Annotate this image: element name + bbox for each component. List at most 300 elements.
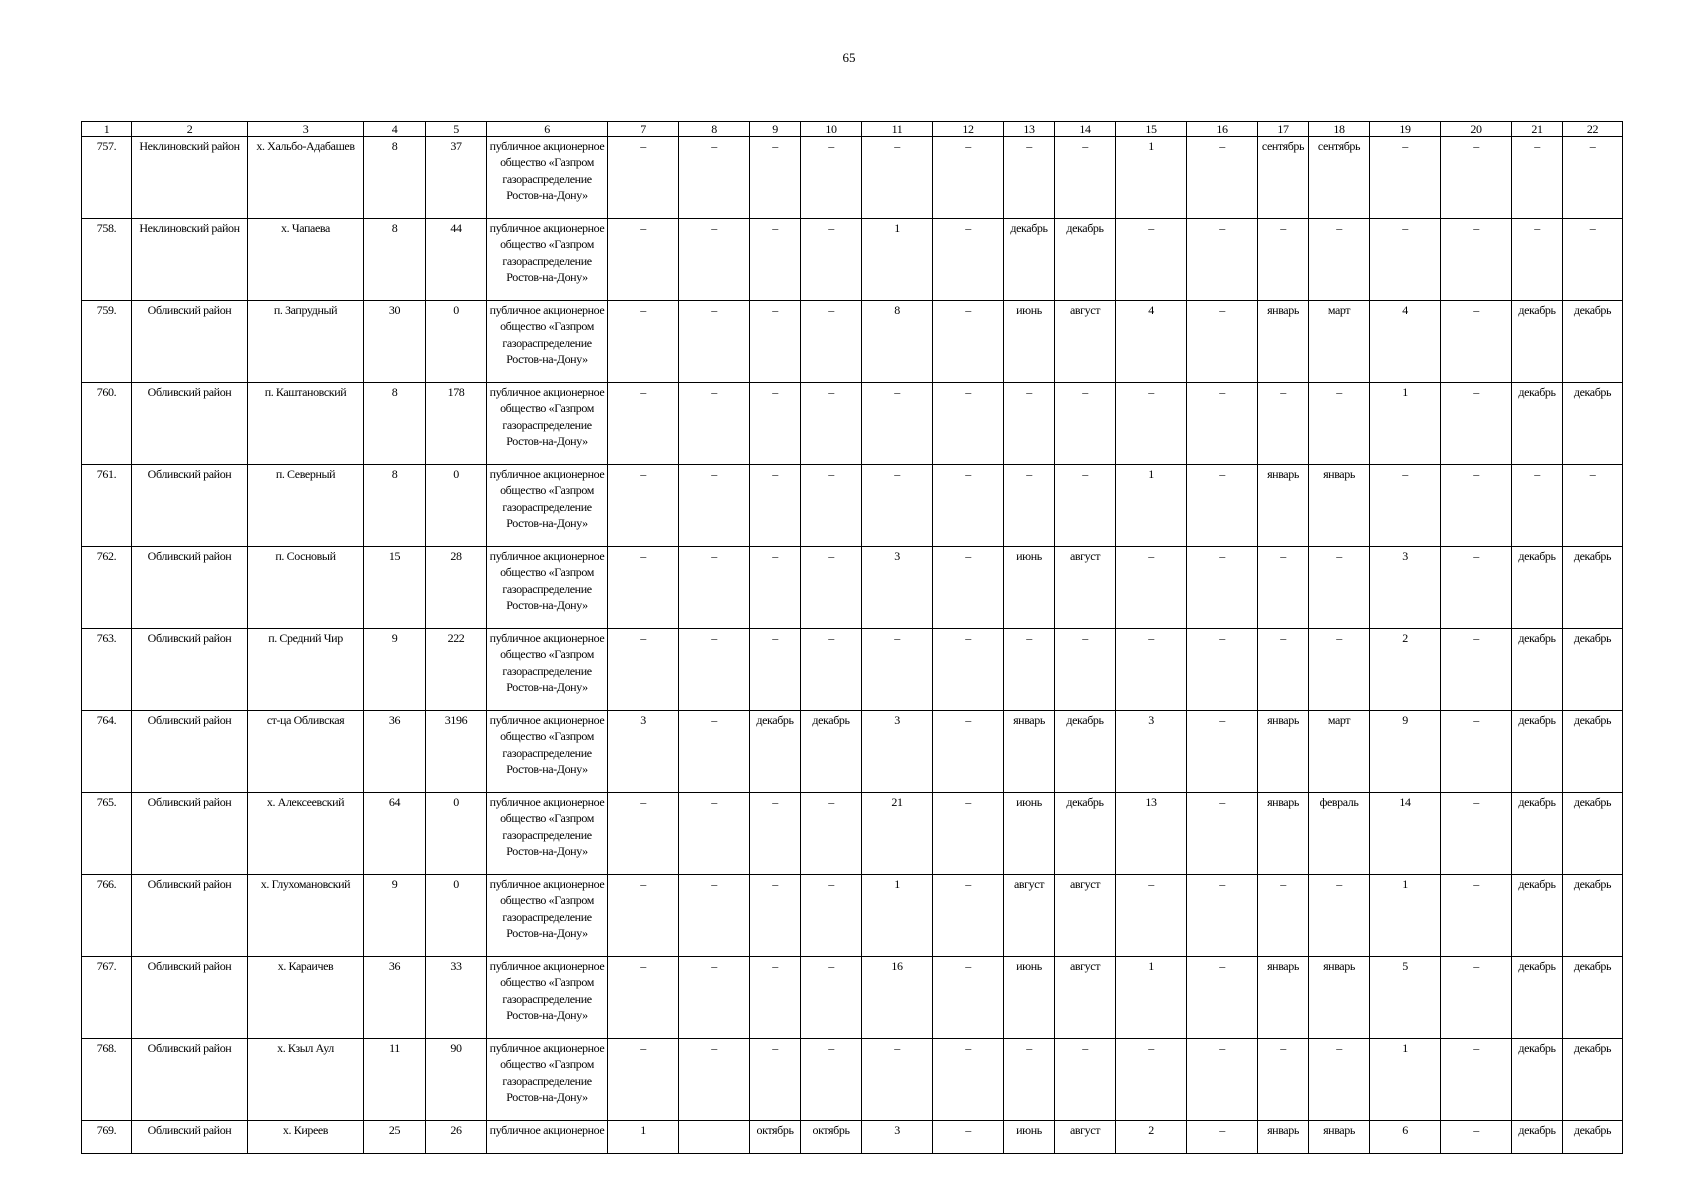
table-cell-col-5: 26: [426, 1121, 487, 1154]
table-cell-col-14: август: [1055, 1121, 1116, 1154]
table-cell-col-14: декабрь: [1055, 793, 1116, 875]
table-cell-col-10: –: [801, 629, 862, 711]
table-cell-col-9: –: [750, 301, 801, 383]
table-cell-col-7: –: [608, 1039, 679, 1121]
table-cell-col-5: 0: [426, 465, 487, 547]
table-cell-col-12: –: [933, 137, 1004, 219]
table-cell-col-20: –: [1441, 1039, 1512, 1121]
table-cell-col-14: –: [1055, 137, 1116, 219]
table-cell-col-15: 4: [1116, 301, 1187, 383]
column-header-17: 17: [1258, 122, 1309, 137]
table-cell-col-10: –: [801, 465, 862, 547]
table-cell-col-5: 178: [426, 383, 487, 465]
table-cell-col-8: –: [679, 137, 750, 219]
table-cell-col-4: 11: [364, 1039, 426, 1121]
table-cell-col-22: декабрь: [1563, 1039, 1623, 1121]
column-header-22: 22: [1563, 122, 1623, 137]
table-cell-col-15: –: [1116, 547, 1187, 629]
table-cell-col-14: август: [1055, 301, 1116, 383]
table-cell-col-1: 767.: [82, 957, 132, 1039]
table-cell-col-3: х. Кзыл Аул: [248, 1039, 364, 1121]
table-cell-col-11: 8: [862, 301, 933, 383]
table-cell-col-6: публичное акционерное общество «Газпром газораспределение Ростов-на-Дону»: [487, 547, 608, 629]
table-cell-col-3: п. Сосновый: [248, 547, 364, 629]
table-cell-col-8: –: [679, 1039, 750, 1121]
table-cell-col-10: октябрь: [801, 1121, 862, 1154]
table-row: [82, 465, 1623, 547]
table-cell-col-8: –: [679, 219, 750, 301]
table-cell-col-3: п. Северный: [248, 465, 364, 547]
table-cell-col-19: 4: [1370, 301, 1441, 383]
table-cell-col-22: декабрь: [1563, 875, 1623, 957]
table-cell-col-22: декабрь: [1563, 547, 1623, 629]
table-cell-col-12: –: [933, 711, 1004, 793]
table-cell-col-11: –: [862, 137, 933, 219]
table-cell-col-22: –: [1563, 465, 1623, 547]
table-cell-col-3: п. Средний Чир: [248, 629, 364, 711]
table-cell-col-19: –: [1370, 465, 1441, 547]
table-cell-col-13: –: [1004, 629, 1055, 711]
table-cell-col-12: –: [933, 219, 1004, 301]
table-cell-col-11: 1: [862, 219, 933, 301]
table-cell-col-4: 36: [364, 711, 426, 793]
table-cell-col-2: Неклиновский район: [132, 219, 248, 301]
table-cell-col-6: публичное акционерное общество «Газпром газораспределение Ростов-на-Дону»: [487, 629, 608, 711]
table-cell-col-9: –: [750, 875, 801, 957]
table-cell-col-18: –: [1309, 1039, 1370, 1121]
table-cell-col-20: –: [1441, 875, 1512, 957]
table-cell-col-7: –: [608, 137, 679, 219]
table-cell-col-8: –: [679, 793, 750, 875]
table-cell-col-2: Обливский район: [132, 1039, 248, 1121]
table-cell-col-12: –: [933, 1121, 1004, 1154]
table-cell-col-9: октябрь: [750, 1121, 801, 1154]
table-cell-col-5: 0: [426, 301, 487, 383]
table-cell-col-13: июнь: [1004, 793, 1055, 875]
table-cell-col-18: январь: [1309, 957, 1370, 1039]
table-cell-col-16: –: [1187, 137, 1258, 219]
table-cell-col-16: –: [1187, 301, 1258, 383]
table-cell-col-3: х. Караичев: [248, 957, 364, 1039]
table-cell-col-20: –: [1441, 793, 1512, 875]
table-cell-col-19: 3: [1370, 547, 1441, 629]
table-cell-col-1: 764.: [82, 711, 132, 793]
table-cell-col-13: июнь: [1004, 547, 1055, 629]
table-cell-col-19: 2: [1370, 629, 1441, 711]
table-cell-col-14: –: [1055, 465, 1116, 547]
table-cell-col-15: 13: [1116, 793, 1187, 875]
table-cell-col-3: х. Алексеевский: [248, 793, 364, 875]
table-cell-col-4: 8: [364, 219, 426, 301]
table-cell-col-20: –: [1441, 629, 1512, 711]
table-cell-col-19: 5: [1370, 957, 1441, 1039]
table-cell-col-6: публичное акционерное общество «Газпром газораспределение Ростов-на-Дону»: [487, 1039, 608, 1121]
table-cell-col-16: –: [1187, 219, 1258, 301]
table-cell-col-7: 1: [608, 1121, 679, 1154]
table-cell-col-3: ст-ца Обливская: [248, 711, 364, 793]
table-cell-col-17: январь: [1258, 957, 1309, 1039]
column-header-8: 8: [679, 122, 750, 137]
column-header-16: 16: [1187, 122, 1258, 137]
table-cell-col-20: –: [1441, 711, 1512, 793]
table-cell-col-15: –: [1116, 629, 1187, 711]
table-row: [82, 547, 1623, 629]
table-cell-col-1: 763.: [82, 629, 132, 711]
table-row: [82, 1039, 1623, 1121]
table-cell-col-11: 3: [862, 547, 933, 629]
column-header-5: 5: [426, 122, 487, 137]
table-cell-col-1: 766.: [82, 875, 132, 957]
table-cell-col-5: 0: [426, 793, 487, 875]
table-cell-col-1: 758.: [82, 219, 132, 301]
table-cell-col-19: 1: [1370, 383, 1441, 465]
table-cell-col-14: –: [1055, 1039, 1116, 1121]
table-cell-col-7: –: [608, 219, 679, 301]
column-header-18: 18: [1309, 122, 1370, 137]
table-cell-col-22: декабрь: [1563, 301, 1623, 383]
table-cell-col-5: 28: [426, 547, 487, 629]
table-cell-col-13: –: [1004, 137, 1055, 219]
table-cell-col-21: декабрь: [1512, 711, 1563, 793]
table-cell-col-17: –: [1258, 547, 1309, 629]
table-cell-col-10: –: [801, 219, 862, 301]
table-cell-col-4: 8: [364, 383, 426, 465]
table-cell-col-15: 1: [1116, 465, 1187, 547]
column-header-20: 20: [1441, 122, 1512, 137]
table-cell-col-17: январь: [1258, 465, 1309, 547]
table-cell-col-6: публичное акционерное общество «Газпром газораспределение Ростов-на-Дону»: [487, 465, 608, 547]
table-row: [82, 875, 1623, 957]
column-header-14: 14: [1055, 122, 1116, 137]
table-cell-col-5: 33: [426, 957, 487, 1039]
table-cell-col-18: –: [1309, 547, 1370, 629]
table-cell-col-2: Обливский район: [132, 547, 248, 629]
table-cell-col-4: 9: [364, 875, 426, 957]
table-cell-col-16: –: [1187, 711, 1258, 793]
table-cell-col-18: сентябрь: [1309, 137, 1370, 219]
column-header-9: 9: [750, 122, 801, 137]
table-cell-col-11: –: [862, 1039, 933, 1121]
column-header-13: 13: [1004, 122, 1055, 137]
table-cell-col-15: –: [1116, 1039, 1187, 1121]
table-cell-col-2: Обливский район: [132, 711, 248, 793]
table-cell-col-2: Обливский район: [132, 629, 248, 711]
table-cell-col-21: декабрь: [1512, 1121, 1563, 1154]
table-cell-col-6: публичное акционерное общество «Газпром газораспределение Ростов-на-Дону»: [487, 383, 608, 465]
table-cell-col-13: июнь: [1004, 957, 1055, 1039]
table-row: [82, 629, 1623, 711]
table-cell-col-8: –: [679, 301, 750, 383]
page-number: 65: [842, 50, 856, 65]
table-cell-col-13: июнь: [1004, 301, 1055, 383]
table-row: [82, 383, 1623, 465]
table-cell-col-1: 760.: [82, 383, 132, 465]
table-cell-col-10: –: [801, 957, 862, 1039]
table-cell-col-19: 9: [1370, 711, 1441, 793]
table-cell-col-16: –: [1187, 875, 1258, 957]
table-cell-col-2: Неклиновский район: [132, 137, 248, 219]
table-cell-col-10: –: [801, 875, 862, 957]
table-cell-col-16: –: [1187, 465, 1258, 547]
table-cell-col-17: –: [1258, 629, 1309, 711]
table-cell-col-21: декабрь: [1512, 629, 1563, 711]
table-cell-col-4: 30: [364, 301, 426, 383]
table-cell-col-2: Обливский район: [132, 383, 248, 465]
table-row: [82, 219, 1623, 301]
table-cell-col-14: –: [1055, 629, 1116, 711]
table-cell-col-14: декабрь: [1055, 711, 1116, 793]
table-cell-col-15: 3: [1116, 711, 1187, 793]
table-cell-col-18: –: [1309, 875, 1370, 957]
table-cell-col-6: публичное акционерное общество «Газпром газораспределение Ростов-на-Дону»: [487, 793, 608, 875]
table-cell-col-13: июнь: [1004, 1121, 1055, 1154]
table-cell-col-21: –: [1512, 137, 1563, 219]
table-row: [82, 957, 1623, 1039]
table-cell-col-10: –: [801, 547, 862, 629]
table-cell-col-7: –: [608, 629, 679, 711]
table-cell-col-11: 21: [862, 793, 933, 875]
column-header-3: 3: [248, 122, 364, 137]
table-cell-col-7: –: [608, 957, 679, 1039]
table-cell-col-17: –: [1258, 875, 1309, 957]
table-cell-col-15: 1: [1116, 137, 1187, 219]
table-cell-col-12: –: [933, 465, 1004, 547]
table-cell-col-19: 14: [1370, 793, 1441, 875]
table-cell-col-17: сентябрь: [1258, 137, 1309, 219]
table-cell-col-17: январь: [1258, 711, 1309, 793]
table-cell-col-16: –: [1187, 1039, 1258, 1121]
table-cell-col-7: –: [608, 301, 679, 383]
table-cell-col-9: –: [750, 1039, 801, 1121]
table-cell-col-6: публичное акционерное общество «Газпром газораспределение Ростов-на-Дону»: [487, 711, 608, 793]
table-cell-col-18: март: [1309, 711, 1370, 793]
table-cell-col-21: декабрь: [1512, 957, 1563, 1039]
table-cell-col-12: –: [933, 301, 1004, 383]
column-header-21: 21: [1512, 122, 1563, 137]
table-cell-col-12: –: [933, 875, 1004, 957]
table-cell-col-21: декабрь: [1512, 1039, 1563, 1121]
table-cell-col-2: Обливский район: [132, 875, 248, 957]
column-header-7: 7: [608, 122, 679, 137]
table-cell-col-13: –: [1004, 465, 1055, 547]
table-cell-col-18: –: [1309, 219, 1370, 301]
table-cell-col-11: 3: [862, 1121, 933, 1154]
table-cell-col-13: январь: [1004, 711, 1055, 793]
table-cell-col-19: –: [1370, 219, 1441, 301]
table-cell-col-19: –: [1370, 137, 1441, 219]
table-cell-col-20: –: [1441, 547, 1512, 629]
table-cell-col-8: –: [679, 465, 750, 547]
table-cell-col-12: –: [933, 957, 1004, 1039]
table-cell-col-6: публичное акционерное общество «Газпром газораспределение Ростов-на-Дону»: [487, 219, 608, 301]
table-cell-col-7: 3: [608, 711, 679, 793]
table-cell-col-6: публичное акционерное общество «Газпром газораспределение Ростов-на-Дону»: [487, 875, 608, 957]
table-cell-col-3: х. Глухомановский: [248, 875, 364, 957]
table-cell-col-1: 762.: [82, 547, 132, 629]
table-cell-col-6: публичное акционерное общество «Газпром газораспределение Ростов-на-Дону»: [487, 137, 608, 219]
table-cell-col-22: декабрь: [1563, 629, 1623, 711]
table-cell-col-4: 8: [364, 137, 426, 219]
table-cell-col-15: –: [1116, 875, 1187, 957]
table-cell-col-20: –: [1441, 219, 1512, 301]
table-cell-col-19: 1: [1370, 875, 1441, 957]
table-cell-col-21: декабрь: [1512, 383, 1563, 465]
table-cell-col-12: –: [933, 793, 1004, 875]
table-cell-col-12: –: [933, 383, 1004, 465]
table-cell-col-8: –: [679, 383, 750, 465]
table-cell-col-4: 64: [364, 793, 426, 875]
table-cell-col-10: –: [801, 383, 862, 465]
table-cell-col-13: декабрь: [1004, 219, 1055, 301]
column-header-2: 2: [132, 122, 248, 137]
table-cell-col-1: 765.: [82, 793, 132, 875]
table-row: [82, 1121, 1623, 1154]
table-cell-col-1: 768.: [82, 1039, 132, 1121]
column-header-11: 11: [862, 122, 933, 137]
table-row: [82, 711, 1623, 793]
table-cell-col-20: –: [1441, 383, 1512, 465]
table-cell-col-12: –: [933, 1039, 1004, 1121]
table-cell-col-17: –: [1258, 219, 1309, 301]
table-cell-col-9: –: [750, 383, 801, 465]
table-cell-col-14: август: [1055, 875, 1116, 957]
table-cell-col-1: 757.: [82, 137, 132, 219]
table-cell-col-20: –: [1441, 301, 1512, 383]
table-cell-col-11: 3: [862, 711, 933, 793]
table-cell-col-6: публичное акционерное общество «Газпром газораспределение Ростов-на-Дону»: [487, 301, 608, 383]
table-cell-col-15: 2: [1116, 1121, 1187, 1154]
table-cell-col-10: декабрь: [801, 711, 862, 793]
table-cell-col-20: –: [1441, 1121, 1512, 1154]
table-cell-col-8: –: [679, 629, 750, 711]
table-cell-col-4: 8: [364, 465, 426, 547]
column-header-12: 12: [933, 122, 1004, 137]
table-cell-col-11: –: [862, 465, 933, 547]
table-cell-col-22: декабрь: [1563, 957, 1623, 1039]
table-cell-col-21: –: [1512, 219, 1563, 301]
table-cell-col-22: декабрь: [1563, 711, 1623, 793]
table-cell-col-15: 1: [1116, 957, 1187, 1039]
table-cell-col-21: декабрь: [1512, 301, 1563, 383]
table-cell-col-2: Обливский район: [132, 1121, 248, 1154]
table-cell-col-5: 90: [426, 1039, 487, 1121]
table-cell-col-17: январь: [1258, 1121, 1309, 1154]
table-cell-col-3: п. Запрудный: [248, 301, 364, 383]
table-cell-col-5: 0: [426, 875, 487, 957]
table-cell-col-18: январь: [1309, 465, 1370, 547]
table-cell-col-18: январь: [1309, 1121, 1370, 1154]
table-cell-col-20: –: [1441, 957, 1512, 1039]
table-cell-col-18: март: [1309, 301, 1370, 383]
table-cell-col-9: –: [750, 137, 801, 219]
table-cell-col-22: декабрь: [1563, 383, 1623, 465]
table-cell-col-8: –: [679, 547, 750, 629]
table-cell-col-16: –: [1187, 383, 1258, 465]
table-cell-col-8: –: [679, 711, 750, 793]
table-cell-col-3: х. Чапаева: [248, 219, 364, 301]
table-cell-col-9: –: [750, 547, 801, 629]
table-cell-col-11: –: [862, 383, 933, 465]
table-cell-col-5: 37: [426, 137, 487, 219]
table-cell-col-17: январь: [1258, 301, 1309, 383]
table-cell-col-4: 15: [364, 547, 426, 629]
table-cell-col-22: –: [1563, 219, 1623, 301]
table-cell-col-8: –: [679, 957, 750, 1039]
table-cell-col-21: декабрь: [1512, 875, 1563, 957]
table-cell-col-1: 759.: [82, 301, 132, 383]
table-cell-col-8: [679, 1121, 750, 1154]
column-header-1: 1: [82, 122, 132, 137]
table-cell-col-14: август: [1055, 547, 1116, 629]
table-cell-col-22: –: [1563, 137, 1623, 219]
table-cell-col-14: –: [1055, 383, 1116, 465]
table-cell-col-8: –: [679, 875, 750, 957]
table-cell-col-13: –: [1004, 383, 1055, 465]
table-cell-col-7: –: [608, 465, 679, 547]
table-body: [82, 137, 1623, 1154]
table-cell-col-9: –: [750, 465, 801, 547]
table-cell-col-6: публичное акционерное общество «Газпром газораспределение Ростов-на-Дону»: [487, 957, 608, 1039]
table-cell-col-22: декабрь: [1563, 1121, 1623, 1154]
table-cell-col-9: –: [750, 219, 801, 301]
table-cell-col-21: –: [1512, 465, 1563, 547]
table-cell-col-13: –: [1004, 1039, 1055, 1121]
table-cell-col-11: 16: [862, 957, 933, 1039]
table-cell-col-4: 9: [364, 629, 426, 711]
table-cell-col-18: февраль: [1309, 793, 1370, 875]
column-header-19: 19: [1370, 122, 1441, 137]
table-cell-col-17: январь: [1258, 793, 1309, 875]
table-row: [82, 137, 1623, 219]
table-cell-col-5: 44: [426, 219, 487, 301]
table-cell-col-17: –: [1258, 1039, 1309, 1121]
table-header: [82, 122, 1623, 137]
table-cell-col-4: 25: [364, 1121, 426, 1154]
column-header-6: 6: [487, 122, 608, 137]
table-cell-col-5: 3196: [426, 711, 487, 793]
table-cell-col-2: Обливский район: [132, 793, 248, 875]
table-cell-col-16: –: [1187, 957, 1258, 1039]
table-cell-col-3: х. Хальбо-Адабашев: [248, 137, 364, 219]
table-cell-col-22: декабрь: [1563, 793, 1623, 875]
table-cell-col-15: –: [1116, 383, 1187, 465]
table-cell-col-9: –: [750, 793, 801, 875]
table-cell-col-16: –: [1187, 547, 1258, 629]
table-cell-col-19: 1: [1370, 1039, 1441, 1121]
table-cell-col-2: Обливский район: [132, 465, 248, 547]
table-cell-col-9: –: [750, 957, 801, 1039]
table-cell-col-5: 222: [426, 629, 487, 711]
table-cell-col-10: –: [801, 793, 862, 875]
table-cell-col-15: –: [1116, 219, 1187, 301]
table-cell-col-10: –: [801, 301, 862, 383]
table-cell-col-9: декабрь: [750, 711, 801, 793]
table-cell-col-12: –: [933, 629, 1004, 711]
table-cell-col-20: –: [1441, 465, 1512, 547]
table-row: [82, 301, 1623, 383]
table-cell-col-14: декабрь: [1055, 219, 1116, 301]
table-cell-col-11: –: [862, 629, 933, 711]
table-cell-col-7: –: [608, 547, 679, 629]
table-cell-col-7: –: [608, 875, 679, 957]
table-row: [82, 793, 1623, 875]
table-cell-col-20: –: [1441, 137, 1512, 219]
table-cell-col-7: –: [608, 793, 679, 875]
table-cell-col-16: –: [1187, 1121, 1258, 1154]
table-cell-col-18: –: [1309, 629, 1370, 711]
data-table: [81, 121, 1623, 1154]
table-cell-col-11: 1: [862, 875, 933, 957]
